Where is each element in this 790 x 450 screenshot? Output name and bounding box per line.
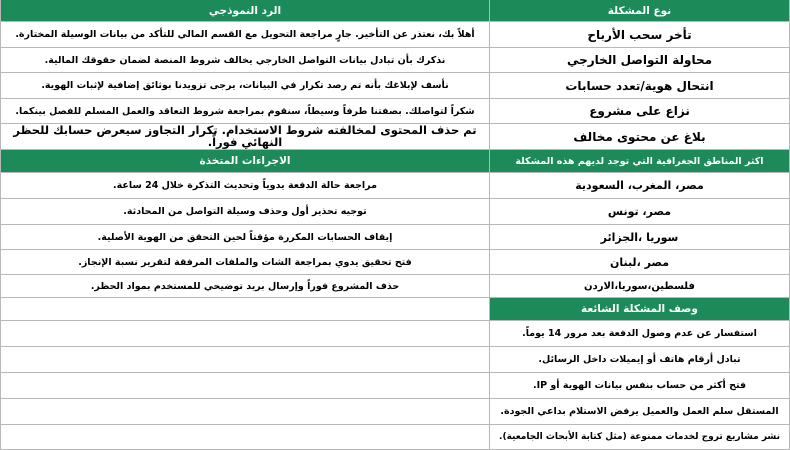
- action-cell[interactable]: حذف المشروع فوراً وإرسال بريد توضيحي للمستخدم بمواد الحظر.: [0, 275, 490, 298]
- reply-cell[interactable]: نأسف لإبلاغك بأنه تم رصد تكرار في البيانات، يرجى تزويدنا بوثائق إضافية لإثبات الهوية.: [0, 73, 490, 99]
- empty-cell[interactable]: [0, 347, 490, 373]
- region-cell[interactable]: فلسطين،سوريا،الاردن: [490, 275, 790, 298]
- empty-cell[interactable]: [0, 298, 490, 321]
- header-row-2: [0, 150, 790, 173]
- problem-type-cell[interactable]: نزاع على مشروع: [490, 99, 790, 124]
- table-row: [0, 124, 790, 150]
- table-row: [0, 399, 790, 425]
- table-row: [0, 347, 790, 373]
- reply-cell[interactable]: نذكرك بأن تبادل بيانات التواصل الخارجي يخالف شروط المنصة لضمان حقوقك المالية.: [0, 48, 490, 73]
- table-row: [0, 425, 790, 450]
- header-model-reply[interactable]: الرد النموذجي: [0, 0, 490, 22]
- problem-type-cell[interactable]: تأخر سحب الأرباح: [490, 22, 790, 48]
- description-cell[interactable]: نشر مشاريع تروج لخدمات ممنوعة (مثل كتابة الأبحاث الجامعية).: [490, 425, 790, 450]
- header-problem-type[interactable]: نوع المشكلة: [490, 0, 790, 22]
- empty-cell[interactable]: [0, 321, 490, 347]
- table-row: [0, 275, 790, 298]
- problem-type-cell[interactable]: بلاغ عن محتوى مخالف: [490, 124, 790, 150]
- table-row: [0, 99, 790, 124]
- table-row: [0, 173, 790, 199]
- problem-type-cell[interactable]: محاولة التواصل الخارجي: [490, 48, 790, 73]
- region-cell[interactable]: مصر، المغرب، السعودية: [490, 173, 790, 199]
- table-row: [0, 225, 790, 250]
- reply-cell[interactable]: تم حذف المحتوى لمخالفته شروط الاستخدام. تكرار التجاوز سيعرض حسابك للحظر النهائي فوراً.: [0, 124, 490, 150]
- table-row: [0, 199, 790, 225]
- description-cell[interactable]: تبادل أرقام هاتف أو إيميلات داخل الرسائل.: [490, 347, 790, 373]
- description-cell[interactable]: المستقل سلم العمل والعميل يرفض الاستلام بداعي الجودة.: [490, 399, 790, 425]
- header-row-3: [0, 298, 790, 321]
- action-cell[interactable]: فتح تحقيق يدوي بمراجعة الشات والملفات المرفقة لتقرير نسبة الإنجاز.: [0, 250, 490, 275]
- description-cell[interactable]: استفسار عن عدم وصول الدفعة بعد مرور 14 يوماً.: [490, 321, 790, 347]
- empty-cell[interactable]: [0, 425, 490, 450]
- problem-type-cell[interactable]: انتحال هوية/تعدد حسابات: [490, 73, 790, 99]
- header-regions[interactable]: اكثر المناطق الجغرافية التي توجد لديهم هذه المشكلة: [490, 150, 790, 173]
- table-row: [0, 48, 790, 73]
- table-row: [0, 250, 790, 275]
- table-row: [0, 373, 790, 399]
- empty-cell[interactable]: [0, 399, 490, 425]
- header-actions[interactable]: الاجراءات المتخذة: [0, 150, 490, 173]
- table-row: [0, 73, 790, 99]
- empty-cell[interactable]: [0, 373, 490, 399]
- region-cell[interactable]: مصر ،لبنان: [490, 250, 790, 275]
- action-cell[interactable]: إيقاف الحسابات المكررة مؤقتاً لحين التحقق من الهوية الأصلية.: [0, 225, 490, 250]
- table-row: [0, 321, 790, 347]
- reply-cell[interactable]: شكراً لتواصلك. بصفتنا طرفاً وسيطاً، سنقوم بمراجعة شروط التعاقد والعمل المسلم للفصل بينكما.: [0, 99, 490, 124]
- reply-cell[interactable]: أهلاً بك، نعتذر عن التأخير. جارٍ مراجعة التحويل مع القسم المالي للتأكد من بيانات الوسيلة المختارة.: [0, 22, 490, 48]
- header-description[interactable]: وصف المشكلة الشائعة: [490, 298, 790, 321]
- action-cell[interactable]: مراجعة حالة الدفعة يدوياً وتحديث التذكرة خلال 24 ساعة.: [0, 173, 490, 199]
- region-cell[interactable]: مصر، تونس: [490, 199, 790, 225]
- action-cell[interactable]: توجيه تحذير أول وحذف وسيلة التواصل من المحادثة.: [0, 199, 490, 225]
- region-cell[interactable]: سوريا ،الجزائر: [490, 225, 790, 250]
- header-row-1: [0, 0, 790, 22]
- table-row: [0, 22, 790, 48]
- description-cell[interactable]: فتح أكثر من حساب بنفس بيانات الهوية أو IP.: [490, 373, 790, 399]
